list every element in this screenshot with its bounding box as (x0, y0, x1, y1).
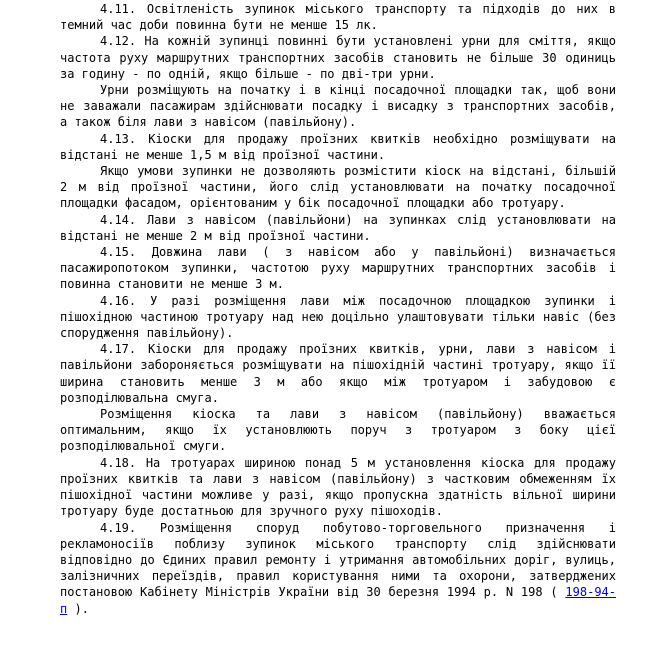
paragraph-4-17-placement: Розміщення кіоска та лави з навісом (павільйону) вважається оптимальним, якщо їх установлюють поруч з тротуаром з боку цієї розподілювальної смуги. (60, 407, 616, 454)
paragraph-4-19 (60, 520, 616, 617)
paragraph-4-17: 4.17. Кіоски для продажу проїзних квитків, урни, лави з навісом і павільйони забороняється розміщувати на пішохідній частині тротуару, якщо її ширина становить менше 3 м або якщо між тротуаром і забудовою є розподілювальна смуга. (60, 342, 616, 405)
paragraph-4-18: 4.18. На тротуарах шириною понад 5 м установлення кіоска для продажу проїзних квитків та лави з навісом (павільйону) з частковим обмеженням їх пішохідної частини можливе у разі, якщо пропускна здатність вільної ширини тротуару буде достатньою для зручного руху пішоходів. (60, 455, 616, 519)
paragraph-4-14: 4.14. Лави з навісом (павільйони) на зупинках слід установлювати на відстані не менше 2 м від проїзної частини. (60, 212, 616, 243)
paragraph-4-13: 4.13. Кіоски для продажу проїзних квитків необхідно розміщувати на відстані не менше 1,5 м від проїзної частини. (60, 131, 616, 162)
paragraph-4-15: 4.15. Довжина лави ( з навісом або у павільйоні) визначається пасажиропотоком зупинки, частотою руху маршрутних транспортних засобів і повинна становити не менше 3 м. (60, 245, 616, 292)
paragraph-4-13-kiosk: Якщо умови зупинки не дозволяють розмістити кіоск на відстані, більшій 2 м від проїзної частини, його слід установлювати на початку посадочної площадки фасадом, орієнтованим у бік посадочної площадки або тротуару. (60, 164, 616, 211)
paragraph-4-19-closing: ). (74, 601, 89, 616)
law-reference-link[interactable]: 198-94-п (60, 585, 616, 616)
paragraph-4-12: 4.12. На кожній зупинці повинні бути установлені урни для сміття, якщо частота руху маршрутних транспортних засобів становить не більше 30 одиниць за годину - по одній, якщо більше - по дві-три урни. (60, 34, 616, 81)
paragraph-4-11: 4.11. Освітленість зупинок міського транспорту та підходів до них в темний час доби повинна бути не менше 15 лк. (60, 2, 616, 33)
document-body (60, 0, 616, 617)
paragraph-4-12-bins: Урни розміщують на початку і в кінці посадочної площадки так, щоб вони не заважали пасажирам здійснювати посадку і висадку з транспортних засобів, а також біля лави з навісом (павільйону). (60, 83, 616, 130)
paragraph-4-16: 4.16. У разі розміщення лави між посадочною площадкою зупинки і пішохідною частиною тротуару над нею доцільно улаштовувати тільки навіс (без спорудження павільйону). (60, 293, 616, 341)
paragraph-4-19-text: 4.19. Розміщення споруд побутово-торговельного призначення і рекламоносіїв поблизу зупинок міського транспорту слід здійснювати відповідно до Єдиних правил ремонту і утримання автомобільних доріг, вулиць, залізничних переїздів, правил користування ними та охорони, затверджених постановою Кабінету Міністрів України від 30 березня 1994 р. N 198 ( (60, 520, 616, 600)
